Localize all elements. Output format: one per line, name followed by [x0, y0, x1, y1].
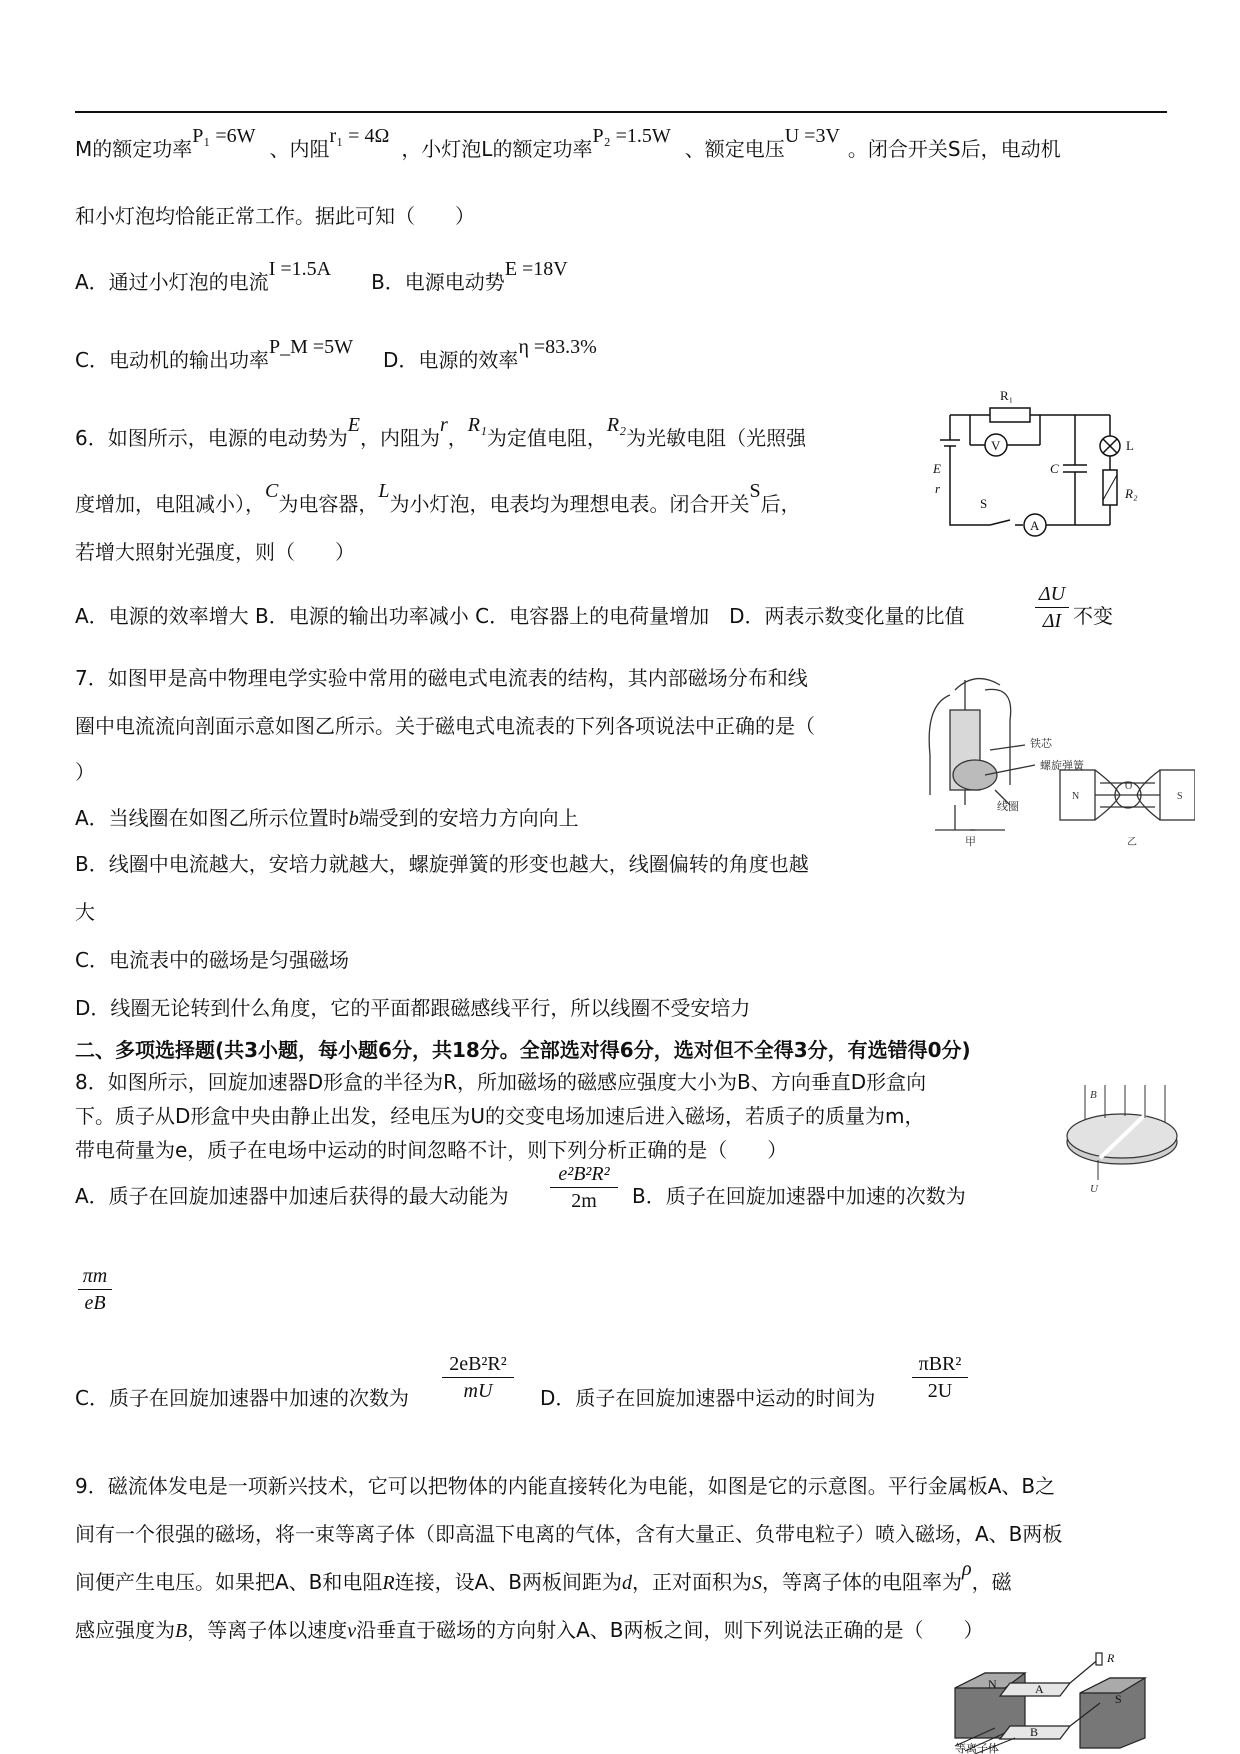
q9-text: 感应强度为: [75, 1618, 175, 1642]
q6-circuit-diagram: [930, 380, 1150, 550]
section-heading: 二、多项选择题(共3小题，每小题6分，共18分。全部选对得6分，选对但不全得3分，有选错得0分): [75, 1038, 971, 1062]
q7-option-b-cont: 大: [75, 900, 95, 924]
q8-option-d-fraction: [912, 1352, 968, 1403]
circuit-label-a: A: [1030, 518, 1040, 533]
q8-option-c-fraction: [442, 1352, 514, 1403]
q5-line2: 和小灯泡均恰能正常工作。据此可知（ ）: [75, 204, 475, 228]
fig-label-u: U: [1090, 1183, 1098, 1195]
q8-cyclotron-figure: [1060, 1080, 1190, 1195]
q7-option-c: C．电流表中的磁场是匀强磁场: [75, 948, 349, 972]
q7-text: 端受到的安培力方向向上: [358, 806, 579, 830]
q5-formula-r1: r₁ = 4Ω: [329, 125, 390, 147]
q9-text: 间便产生电压。如果把A、B和电阻: [75, 1570, 383, 1594]
circuit-label-s: S: [980, 496, 988, 511]
q6-text: 为定值电阻，: [486, 426, 607, 450]
q9-text: 连接，设A、B两板间距为: [394, 1570, 623, 1594]
q9-mhd-generator-figure: [950, 1648, 1160, 1754]
q8-option-d: D．质子在回旋加速器中运动的时间为: [540, 1386, 876, 1410]
q5-options-ab: [75, 258, 568, 295]
q6-text: ，内阻为: [359, 426, 440, 450]
q9-text: ，等离子体以速度: [187, 1618, 348, 1642]
circuit-label-e: E: [933, 461, 941, 476]
q9-text: ，等离子体的电阻率为: [762, 1570, 963, 1594]
q5-option-d: D．电源的效率: [383, 348, 519, 372]
circuit-label-l: L: [1126, 438, 1134, 453]
frac-den: mU: [463, 1380, 493, 1402]
q9-var-s: S: [752, 1572, 763, 1594]
fig-label-coil: 线圈: [997, 801, 1019, 813]
q6-frac-den: ΔI: [1042, 610, 1062, 632]
q9-line2: 间有一个很强的磁场，将一束等离子体（即高温下电离的气体，含有大量正、负带电粒子）喷入磁场，A、B两板: [75, 1522, 1063, 1546]
q7-option-b: B．线圈中电流越大，安培力就越大，螺旋弹簧的形变也越大，线圈偏转的角度也越: [75, 852, 809, 876]
q5-option-a-formula: I =1.5A: [268, 258, 332, 280]
fig-label-s: S: [1177, 791, 1183, 802]
fig-label-b: B: [1090, 1089, 1097, 1101]
frac-num: 2eB²R²: [449, 1353, 507, 1375]
q7-option-d: D．线圈无论转到什么角度，它的平面都跟磁感线平行，所以线圈不受安培力: [75, 996, 751, 1020]
q6-line3: 若增大照射光强度，则（ ）: [75, 540, 355, 564]
q7-option-a: [75, 806, 579, 831]
q8-option-b-fraction: [78, 1264, 112, 1315]
q9-var-v: v: [347, 1620, 357, 1642]
circuit-label-c: C: [1050, 461, 1059, 476]
fig-label-r: R: [1107, 1651, 1115, 1665]
fig-label-iron: 铁芯: [1030, 738, 1052, 750]
q9-text: ，磁: [971, 1570, 1012, 1594]
q5-option-a: A．通过小灯泡的电流: [75, 270, 269, 294]
q9-text: ，正对面积为: [632, 1570, 753, 1594]
q9-var-d: d: [622, 1572, 633, 1594]
frac-num: πBR²: [918, 1353, 962, 1375]
q5-line1: [75, 125, 1061, 162]
fig-label-s: S: [1115, 1692, 1122, 1706]
q9-var-b: B: [175, 1620, 188, 1642]
fig-label-plasma: 等离子体: [955, 1743, 999, 1754]
q7-line2: 圈中电流流向剖面示意如图乙所示。关于磁电式电流表的下列各项说法中正确的是（: [75, 714, 815, 738]
q5-option-d-formula: η =83.3%: [518, 336, 597, 358]
circuit-label-r1: R₁: [1000, 388, 1014, 403]
fig-label-n: N: [988, 1677, 997, 1691]
q6-var-s: S: [749, 480, 761, 502]
q9-line3: [75, 1558, 1012, 1595]
fig-label-n: N: [1072, 791, 1080, 802]
fig-label-o: O: [1125, 781, 1133, 792]
q5-text: ，小灯泡L的额定功率: [401, 137, 593, 161]
q9-var-rho: ρ: [962, 1558, 972, 1580]
circuit-label-r2: R₂: [1125, 486, 1138, 501]
frac-den: 2U: [927, 1380, 953, 1402]
q8-line2: 下。质子从D形盒中央由静止出发，经电压为U的交变电场加速后进入磁场，若质子的质量为m，: [75, 1104, 925, 1128]
q5-text: 、额定电压: [684, 137, 785, 161]
q6-frac-num: ΔU: [1038, 583, 1066, 605]
fig-label-spring: 螺旋弹簧: [1040, 760, 1084, 772]
q8-option-a: A．质子在回旋加速器中加速后获得的最大动能为: [75, 1184, 509, 1208]
q6-text: 为小灯泡，电表均为理想电表。闭合开关: [389, 492, 750, 516]
q6-text: 度增加，电阻减小），: [75, 492, 265, 516]
q5-option-b: B．电源电动势: [371, 270, 505, 294]
q6-var-r: r: [439, 414, 448, 436]
q5-formula-u: U =3V: [784, 125, 840, 147]
q7-galvanometer-figure: [915, 665, 1195, 850]
q9-var-r: R: [382, 1572, 395, 1594]
q5-text: 、内阻: [269, 137, 330, 161]
q6-text: 后，: [760, 492, 801, 516]
q7-line3: ）: [75, 760, 95, 784]
q7-text: A．当线圈在如图乙所示位置时: [75, 806, 349, 830]
q6-line1: [75, 414, 807, 451]
q5-option-c-formula: P_M =5W: [268, 336, 354, 358]
q8-line1: 8．如图所示，回旋加速器D形盒的半径为R，所加磁场的磁感应强度大小为B、方向垂直D形盒向: [75, 1070, 927, 1094]
fig-label-yi: 乙: [1127, 837, 1137, 848]
q8-line3: 带电荷量为e，质子在电场中运动的时间忽略不计，则下列分析正确的是（ ）: [75, 1138, 788, 1162]
q5-option-c: C．电动机的输出功率: [75, 348, 269, 372]
fig-label-a: A: [1035, 1682, 1044, 1696]
q6-text: 6．如图所示，电源的电动势为: [75, 426, 348, 450]
frac-den: 2m: [571, 1190, 597, 1212]
q6-var-r2: R₂: [606, 414, 627, 436]
q6-var-e: E: [347, 414, 360, 436]
q7-line1: 7．如图甲是高中物理电学实验中常用的磁电式电流表的结构，其内部磁场分布和线: [75, 666, 808, 690]
q9-line4: [75, 1618, 984, 1643]
q8-option-c: C．质子在回旋加速器中加速的次数为: [75, 1386, 409, 1410]
q9-text: 沿垂直于磁场的方向射入A、B两板之间，则下列说法正确的是（ ）: [356, 1618, 984, 1642]
circuit-label-v: V: [991, 438, 1001, 453]
q5-formula-p1: P₁ =6W: [192, 125, 256, 147]
q5-formula-p2: P₂ =1.5W: [592, 125, 671, 147]
fig-label-jia: 甲: [965, 836, 976, 848]
q6-text: ，: [447, 426, 468, 450]
frac-num: e²B²R²: [558, 1163, 610, 1185]
fig-label-b: B: [1030, 1725, 1039, 1739]
frac-den: eB: [84, 1292, 106, 1314]
q6-line2: [75, 480, 801, 517]
q6-options-tail: 不变: [1073, 604, 1113, 628]
q5-option-b-formula: E =18V: [504, 258, 568, 280]
q7-var-b: b: [348, 808, 359, 830]
frac-num: πm: [82, 1265, 108, 1287]
q5-text: M的额定功率: [75, 137, 193, 161]
circuit-label-r: r: [935, 481, 941, 496]
q6-text: 为电容器，: [278, 492, 379, 516]
q5-options-cd: [75, 336, 597, 373]
q8-option-a-fraction: [550, 1162, 618, 1213]
q6-text: 为光敏电阻（光照强: [626, 426, 807, 450]
header-rule: [75, 111, 1167, 113]
q6-options: A．电源的效率增大 B．电源的输出功率减小 C．电容器上的电荷量增加 D．两表示数变化量的比值: [75, 604, 965, 628]
q6-var-r1: R₁: [467, 414, 487, 436]
q6-var-l: L: [378, 480, 390, 502]
q6-var-c: C: [265, 480, 279, 502]
q6-fraction: [1035, 582, 1069, 633]
q9-line1: 9．磁流体发电是一项新兴技术，它可以把物体的内能直接转化为电能，如图是它的示意图。平行金属板A、B之: [75, 1474, 1056, 1498]
q8-option-b: B．质子在回旋加速器中加速的次数为: [632, 1184, 966, 1208]
q5-text: 。闭合开关S后，电动机: [847, 137, 1061, 161]
